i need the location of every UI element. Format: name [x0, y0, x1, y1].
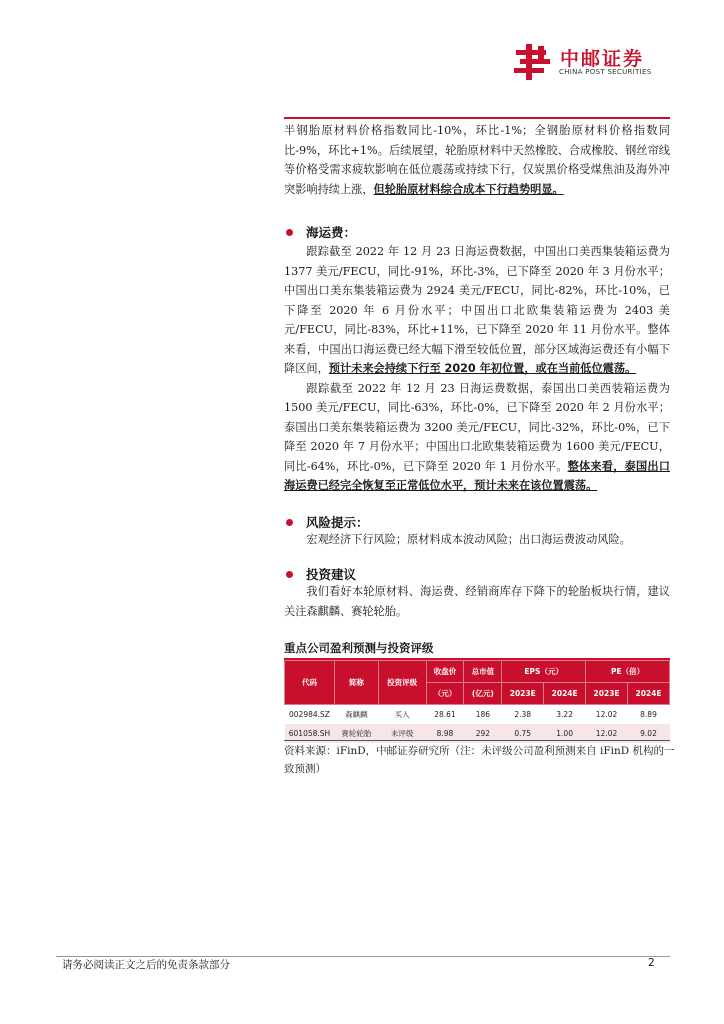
cell-code: 002984.SZ: [289, 710, 330, 719]
china-post-logo-icon: [512, 42, 556, 82]
risk-bullet-icon: [286, 519, 293, 526]
advice-section: [284, 582, 670, 621]
logo-chinese-name: 中邮证券: [560, 48, 645, 70]
table-header-row: [285, 661, 670, 683]
cell-price: 8.98: [426, 724, 464, 743]
header-eps-2023: 2023E: [502, 683, 544, 705]
header-code: 代码: [285, 661, 335, 705]
table-row: [285, 705, 670, 725]
cell-pe-2024: 9.02: [628, 724, 670, 743]
cell-rating: 买入: [394, 710, 410, 719]
cell-eps-2024: 1.00: [544, 724, 586, 743]
cell-mcap: 292: [464, 724, 502, 743]
shipping-china-emphasis: 预计未来会持续下行至 2020 年初位置，或在当前低位震荡。: [328, 362, 637, 375]
cell-name: 森麒麟: [345, 710, 368, 719]
header-name: 简称: [334, 661, 378, 705]
shipping-heading: 海运费：: [306, 225, 357, 240]
cell-eps-2024: 3.22: [556, 710, 573, 719]
company-logo: [512, 40, 672, 84]
advice-bullet-icon: [286, 571, 293, 578]
shipping-china-text: 跟踪截至 2022 年 12 月 23 日海运费数据，中国出口美西集装箱运费为 1377 美元/FECU，同比-91%，环比-3%，已下降至 2020 年 3 月份水平；中国出口美东集装箱运费为 2924 美元/FECU，同比-82%，环比-10%，已下降至 2020 年 6 月份水平；中国出口北欧集装箱运费为 2403 美元/FECU，同比-83%，环比+11%，已下降至 2020 年 11 月份水平。整体来看，中国出口海运费已经大幅下滑至较低位置，部分区域海运费还有小幅下降区间，: [284, 245, 670, 375]
risk-section: [284, 530, 670, 550]
risk-heading: 风险提示：: [306, 515, 369, 530]
advice-text: 我们看好本轮原材料、海运费、经销商库存下降下的轮胎板块行情，建议关注森麒麟、赛轮轮胎。: [284, 585, 670, 618]
top-divider: [284, 117, 670, 119]
intro-text: 半钢胎原材料价格指数同比-10%，环比-1%；全钢胎原材料价格指数同比-9%，环比+1%。后续展望，轮胎原材料中天然橡胶、合成橡胶、钢丝帘线等价格受需求疲软影响在低位震荡或持续下行，仅炭黑价格受煤焦油及海外冲突影响持续上涨，: [284, 124, 670, 196]
header-eps: EPS（元）: [502, 661, 586, 683]
shipping-thailand-emphasis: 整体来看，泰国出口海运费已经完全恢复至正常低位水平，预计未来在该位置震荡。: [284, 459, 670, 492]
risk-text: 宏观经济下行风险；原材料成本波动风险；出口海运费波动风险。: [306, 533, 631, 546]
cell-pe-2023: 12.02: [595, 710, 618, 719]
header-pe: PE（倍）: [586, 661, 670, 683]
intro-paragraph: [284, 121, 670, 199]
logo-english-name: CHINA POST SECURITIES: [559, 68, 652, 76]
cell-name: 赛轮轮胎: [334, 724, 378, 743]
cell-rating: 未评级: [378, 724, 426, 743]
cell-code: 601058.SH: [285, 724, 335, 743]
cell-eps-2023: 0.75: [502, 724, 544, 743]
shipping-section: [284, 242, 670, 496]
footer-disclaimer: 请务必阅读正文之后的免责条款部分: [62, 959, 230, 971]
shipping-bullet-icon: [286, 229, 293, 236]
page-number: 2: [648, 957, 655, 969]
shipping-thailand-text: 跟踪截至 2022 年 12 月 23 日海运费数据，泰国出口美西装箱运费为 1500 美元/FECU，同比-63%，环比-0%，已下降至 2020 年 2 月份水平；泰国出口美东集装箱运费为 3200 美元/FECU，同比-32%，环比-0%，已下降至 2020 年 7 月份水平；中国出口北欧集装箱运费为 1600 美元/FECU，同比-64%，环比-0%，已下降至 2020 年 1 月份水平。: [284, 381, 670, 473]
table-source-note: 资料来源：iFinD，中邮证券研究所（注：未评级公司盈利预测来自 iFinD 机构的一致预测）: [284, 745, 675, 775]
intro-section: [284, 121, 670, 199]
header-rating: 投资评级: [378, 661, 426, 705]
shipping-paragraph-china: [284, 242, 670, 379]
cell-pe-2024: 8.89: [640, 710, 657, 719]
table-bottom-rule: [284, 740, 670, 741]
advice-heading: 投资建议: [306, 567, 357, 582]
cell-eps-2023: 2.38: [514, 710, 532, 719]
header-eps-2024: 2024E: [544, 683, 586, 705]
header-pe-2023: 2023E: [586, 683, 628, 705]
header-mcap: 总市值: [464, 661, 502, 683]
header-pe-2024: 2024E: [628, 683, 670, 705]
cell-mcap: 186: [475, 710, 491, 719]
cell-pe-2023: 12.02: [586, 724, 628, 743]
earnings-forecast-table: [284, 660, 670, 743]
header-mcap-unit: (亿元): [464, 683, 502, 705]
header-price: 收盘价: [426, 661, 464, 683]
table-title: 重点公司盈利预测与投资评级: [284, 641, 434, 655]
intro-emphasis: 但轮胎原材料综合成本下行趋势明显。: [373, 182, 564, 196]
header-price-unit: （元）: [426, 683, 464, 705]
shipping-paragraph-thailand: [284, 379, 670, 496]
cell-price: 28.61: [434, 710, 456, 719]
